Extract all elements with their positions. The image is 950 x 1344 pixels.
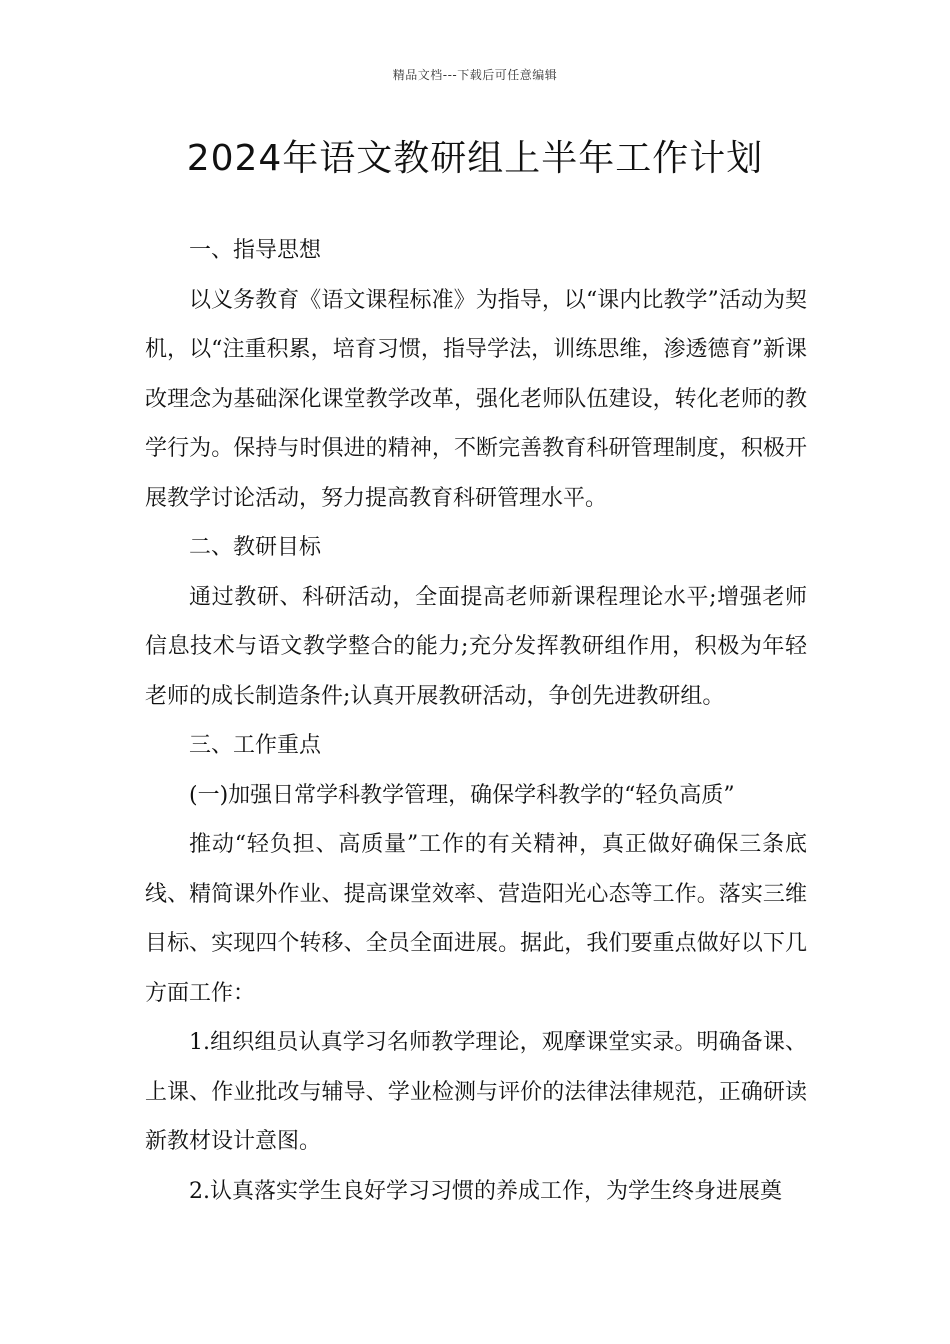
paragraph-research-goals: 通过教研、科研活动，全面提高老师新课程理论水平;增强老师信息技术与语文教学整合的能力;充分发挥教研组作用，积极为年轻老师的成长制造条件;认真开展教研活动，争创先进教研组。 [145, 584, 807, 709]
document-body [145, 226, 807, 1216]
header-note: 精品文档---下载后可任意编辑 [392, 68, 558, 82]
subsection-heading-teaching-management: (一)加强日常学科教学管理，确保学科教学的“轻负高质” [189, 782, 735, 808]
section-heading-research-goals: 二、教研目标 [189, 535, 322, 560]
list-item-2: 2.认真落实学生良好学习习惯的养成工作，为学生终身进展奠 [189, 1178, 782, 1204]
section-heading-work-focus: 三、工作重点 [189, 733, 322, 758]
section-heading-guiding-ideology: 一、指导思想 [189, 238, 322, 263]
paragraph-guiding-ideology: 以义务教育《语文课程标准》为指导，以“课内比教学”活动为契机，以“注重积累，培育习惯，指导学法，训练思维，渗透德育”新课改理念为基础深化课堂教学改革，强化老师队伍建设，转化老师的教学行为。保持与时俱进的精神，不断完善教育科研管理制度，积极开展教学讨论活动，努力提高教育科研管理水平。 [145, 287, 807, 511]
list-item-1: 1.组织组员认真学习名师教学理论，观摩课堂实录。明确备课、上课、作业批改与辅导、学业检测与评价的法律法律规范，正确研读新教材设计意图。 [145, 1030, 807, 1154]
paragraph-teaching-management: 推动“轻负担、高质量”工作的有关精神，真正做好确保三条底线、精简课外作业、提高课堂效率、营造阳光心态等工作。落实三维目标、实现四个转移、全员全面进展。据此，我们要重点做好以下几方面工作： [145, 832, 807, 1006]
page-title: 2024年语文教研组上半年工作计划 [186, 138, 764, 179]
